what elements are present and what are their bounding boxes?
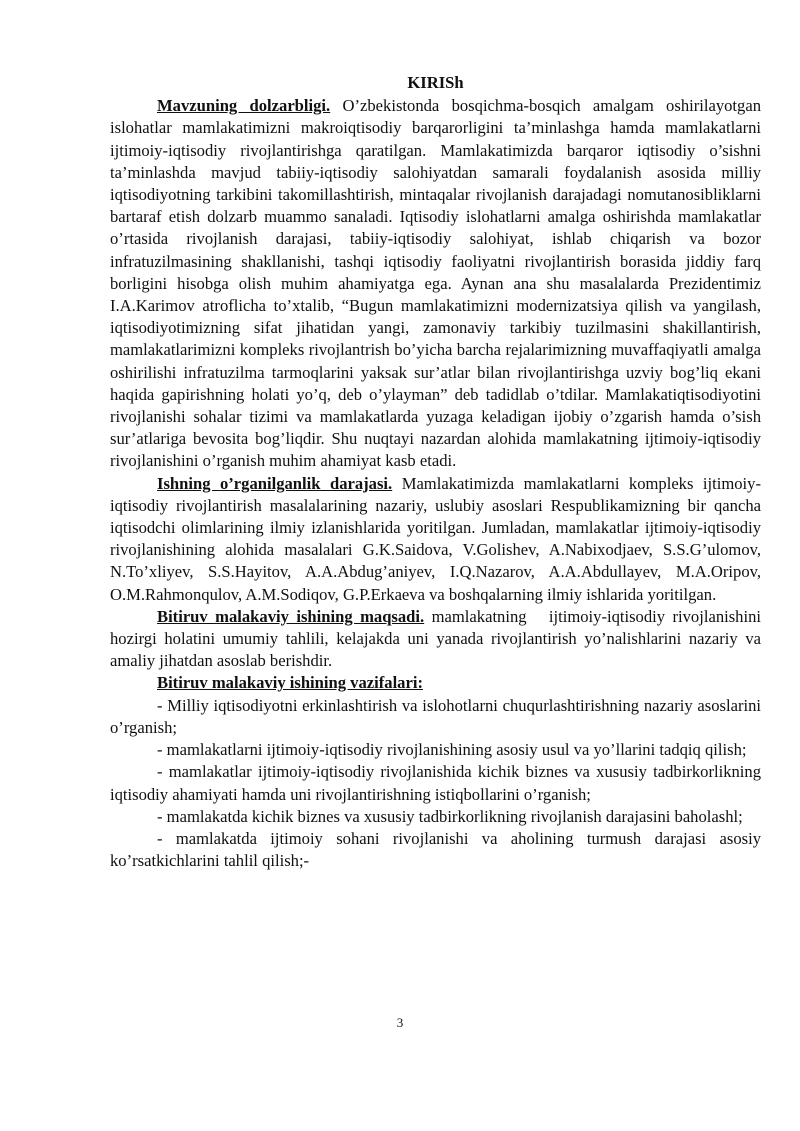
tasks-heading-paragraph — [110, 672, 761, 694]
study-level-heading: Ishning o’rganilganlik darajasi. — [157, 473, 393, 493]
page-number: 3 — [396, 1015, 404, 1030]
task-item: - mamlakatlarni ijtimoiy-iqtisodiy rivojlanishining asosiy usul va yo’llarini tadqiq qilish; — [157, 740, 747, 760]
relevance-heading: Mavzuning dolzarbligi. — [157, 96, 331, 116]
task-item: - mamlakatda ijtimoiy sohani rivojlanishi va aholining turmush darajasi asosiy ko’rsatkichlarini tahlil qilish;- — [110, 828, 761, 871]
goal-text: mamlakatning ijtimoiy-iqtisodiy rivojlanishini hozirgi holatini umumiy tahlili, kelajakda uni yanada rivojlantirish yo’nalishlarini nazariy va amaliy jihatdan asoslab berishdir. — [110, 606, 766, 671]
relevance-text: O’zbekistonda bosqichma-bosqich amalgam oshirilayotgan islohatlar mamlakatimizni makroiqtisodiy barqarorligini ta’minlashga hamda mamlakatlarni ijtimoiy-iqtisodiy rivojlantirishga qaratilgan. Mamlakatimizda barqaror iqtisodiy o’sishni ta’minlashda mavjud tabiiy-iqtisodiy salohiyatdan samarali foydalanish asosida milliy iqtisodiyotning tarkibini takomillashtirish, mintaqalar rivojlanish darajadagi nomutanosibliklarni bartaraf etish dolzarb muammo sanaladi. Iqtisodiy islohatlarni amalga oshirishda mamlakatlar o’rtasida rivojlanish darajasi, tabiiy-iqtisodiy salohiyat, ishlab chiqarish va bozor infratuzilmasining shakllanishi, tashqi iqtisodiy faoliyatni rivojlantirish borasida jiddiy farq borligini hisobga olish muhim ahamiyatga ega. Aynan ana shu masalalarda Prezidentimiz I.A.Karimov atroflicha to’xtalib, “Bugun mamlakatimizni modernizatsiya qilish va yangilash, iqtisodiyotimizning sifat jihatidan yangi, zamonaviy tarkibiy tuzilmasini shakillantirish, mamlakatlarimizni kompleks rivojlantrish bo’yicha barcha rejalarimizning muvaffaqiyatli amalga oshirilishi infratuzilma tarmoqlarini yaksak sur’atlar bilan rivojlantirishga uzviy bog’liq ekani haqida gapirishning holati yo’q, deb o’ylayman” deb tadidlab o’tdilar. Mamlakatiqtisodiyotini rivojlanishi sohalar tizimi va mamlakatlarda yuzaga keladigan ijobiy o’zgarish hamda o’sish sur’atlariga bevosita bog’liqdir. Shu nuqtayi nazardan alohida mamlakatning ijtimoiy-iqtisodiy rivojlanishini o’rganish muhim ahamiyat kasb etadi. — [110, 96, 761, 471]
document-page — [110, 72, 766, 872]
page-title: KIRISh — [407, 73, 464, 92]
relevance-paragraph — [110, 95, 761, 472]
task-item: - mamlakatda kichik biznes va xususiy tadbirkorlikning rivojlanish darajasini baholashl; — [157, 806, 743, 826]
study-level-text: Mamlakatimizda mamlakatlarni kompleks ijtimoiy-iqtisodiy rivojlantirish masalalarining nazariy, uslubiy asoslari Respublikamizning bir qancha iqtisodchi olimlarining ilmiy izlanishlarida yoritilgan. Jumladan, mamlakatlar ijtimoiy-iqtisodiy rivojlanishining alohida masalalari G.K.Saidova, V.Golishev, A.Nabixodjaev, S.S.G’ulomov, N.To’xliyev, S.S.Hayitov, A.A.Abdug’aniyev, I.Q.Nazarov, A.A.Abdullayev, M.A.Oripov, O.M.Rahmonqulov, A.M.Sodiqov, G.P.Erkaeva va boshqalarning ilmiy ishlarida yoritilgan. — [110, 473, 761, 604]
study-level-paragraph — [110, 473, 761, 606]
task-item: - mamlakatlar ijtimoiy-iqtisodiy rivojlanishida kichik biznes va xususiy tadbirkorlikning iqtisodiy ahamiyati hamda uni rivojlantirishning istiqbollarini o’rganish; — [110, 762, 761, 804]
task-item: - Milliy iqtisodiyotni erkinlashtirish va islohotlarni chuqurlashtirishning nazariy asoslarini o’rganish; — [110, 695, 761, 737]
tasks-heading: Bitiruv malakaviy ishining vazifalari: — [157, 673, 423, 693]
goal-paragraph — [110, 606, 766, 673]
goal-heading: Bitiruv malakaviy ishining maqsadi. — [157, 606, 425, 626]
